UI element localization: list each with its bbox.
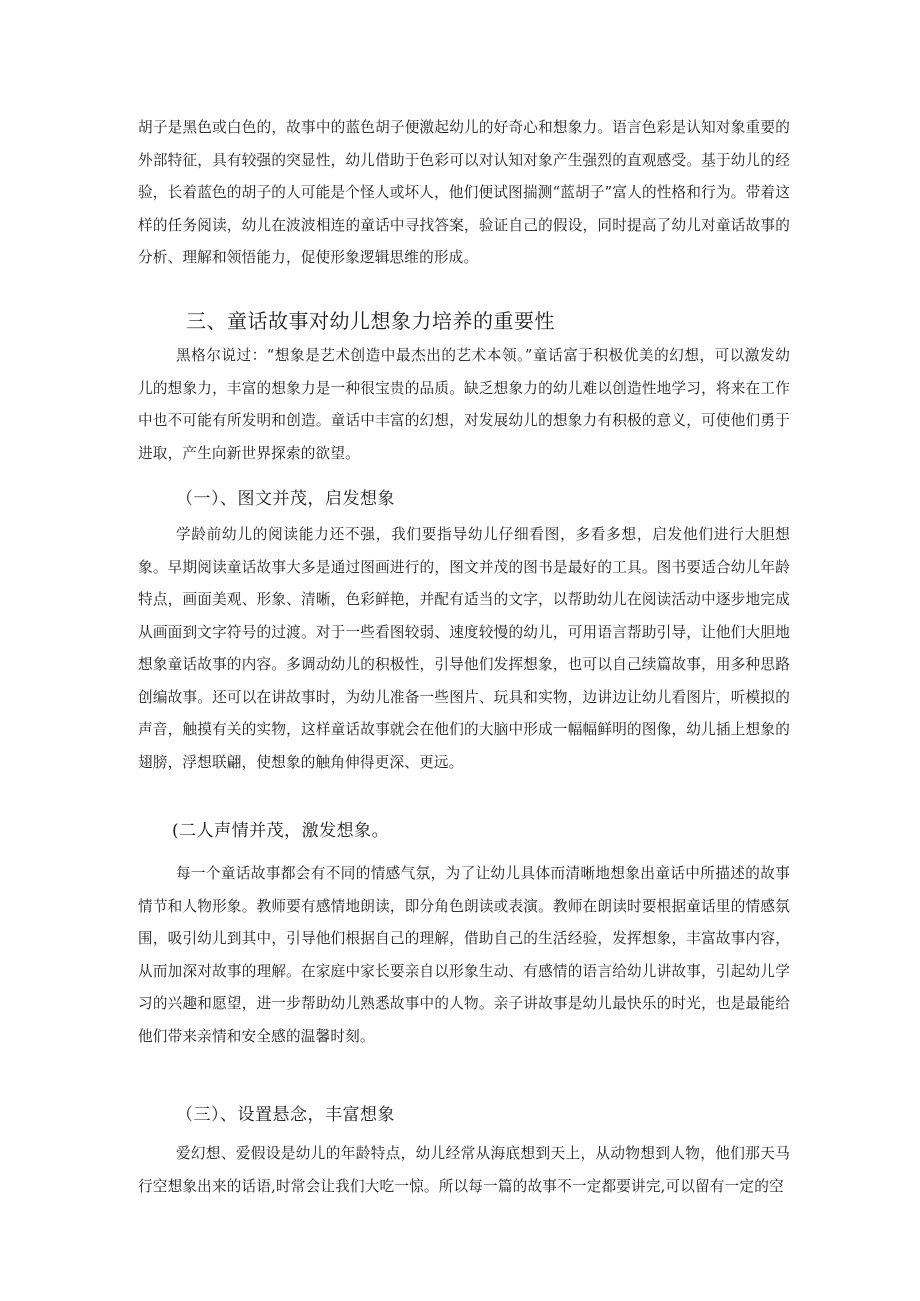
subsection-heading-3: （三）、设置悬念，丰富想象 (176, 1105, 395, 1125)
section-heading-3: 三、童话故事对幼儿想象力培养的重要性 (186, 309, 555, 333)
paragraph-subsection-2: 每一个童话故事都会有不同的情感气氛，为了让幼儿具体而清晰地想象出童话中所描述的故事情节和人物形象。教师要有感情地朗读，即分角色朗读或表演。教师在朗读时要根据童话里的情感氛围，吸引幼儿到其中，引导他们根据自己的理解，借助自己的生活经验，发挥想象，丰富故事内容，从而加深对故事的理解。在家庭中家长要亲自以形象生动、有感情的语言给幼儿讲故事，引起幼儿学习的兴趣和愿望，进一步帮助幼儿熟悉故事中的人物。亲子讲故事是幼儿最快乐的时光，也是最能给他们带来亲情和安全感的温馨时刻。 (138, 865, 790, 1045)
paragraph-subsection-3: 爱幻想、爱假设是幼儿的年龄特点，幼儿经常从海底想到天上，从动物想到人物，他们那天马行空想象出来的话语,时常会让我们大吃一惊。所以每一篇的故事不一定都要讲完,可以留有一定的空 (138, 1145, 790, 1195)
subsection-heading-1: （一）、图文并茂，启发想象 (176, 489, 395, 509)
paragraph-subsection-1: 学龄前幼儿的阅读能力还不强，我们要指导幼儿仔细看图，多看多想，启发他们进行大胆想象。早期阅读童话故事大多是通过图画进行的，图文并茂的图书是最好的工具。图书要适合幼儿年龄特点，画面美观、形象、清晰，色彩鲜艳，并配有适当的文字，以帮助幼儿在阅读活动中逐步地完成从画面到文字符号的过渡。对于一些看图较弱、速度较慢的幼儿，可用语言帮助引导，让他们大胆地想象童话故事的内容。多调动幼儿的积极性，引导他们发挥想象，也可以自己续篇故事，用多种思路创编故事。还可以在讲故事时，为幼儿准备一些图片、玩具和实物，边讲边让幼儿看图片，听模拟的声音，触摸有关的实物，这样童话故事就会在他们的大脑中形成一幅幅鲜明的图像，幼儿插上想象的翅膀，浮想联翩，使想象的触角伸得更深、更远。 (138, 526, 790, 771)
paragraph-section-3: 黑格尔说过：“想象是艺术创造中最杰出的艺术本领。”童话富于积极优美的幻想，可以激发幼儿的想象力，丰富的想象力是一种很宝贵的品质。缺乏想象力的幼儿难以创造性地学习，将来在工作中也不可能有所发明和创造。童话中丰富的幻想，对发展幼儿的想象力有积极的意义，可使他们勇于进取，产生向新世界探索的欲望。 (138, 347, 790, 462)
subsection-heading-2: (二人声情并茂，激发想象。 (172, 821, 390, 841)
paragraph-intro: 胡子是黑色或白色的，故事中的蓝色胡子便激起幼儿的好奇心和想象力。语言色彩是认知对象重要的外部特征，具有较强的突显性，幼儿借助于色彩可以对认知对象产生强烈的直观感受。基于幼儿的经验，长着蓝色的胡子的人可能是个怪人或坏人，他们便试图揣测“蓝胡子”富人的性格和行为。带着这样的任务阅读，幼儿在波波相连的童话中寻找答案，验证自己的假设，同时提高了幼儿对童话故事的分析、理解和领悟能力，促使形象逻辑思维的形成。 (138, 119, 790, 266)
